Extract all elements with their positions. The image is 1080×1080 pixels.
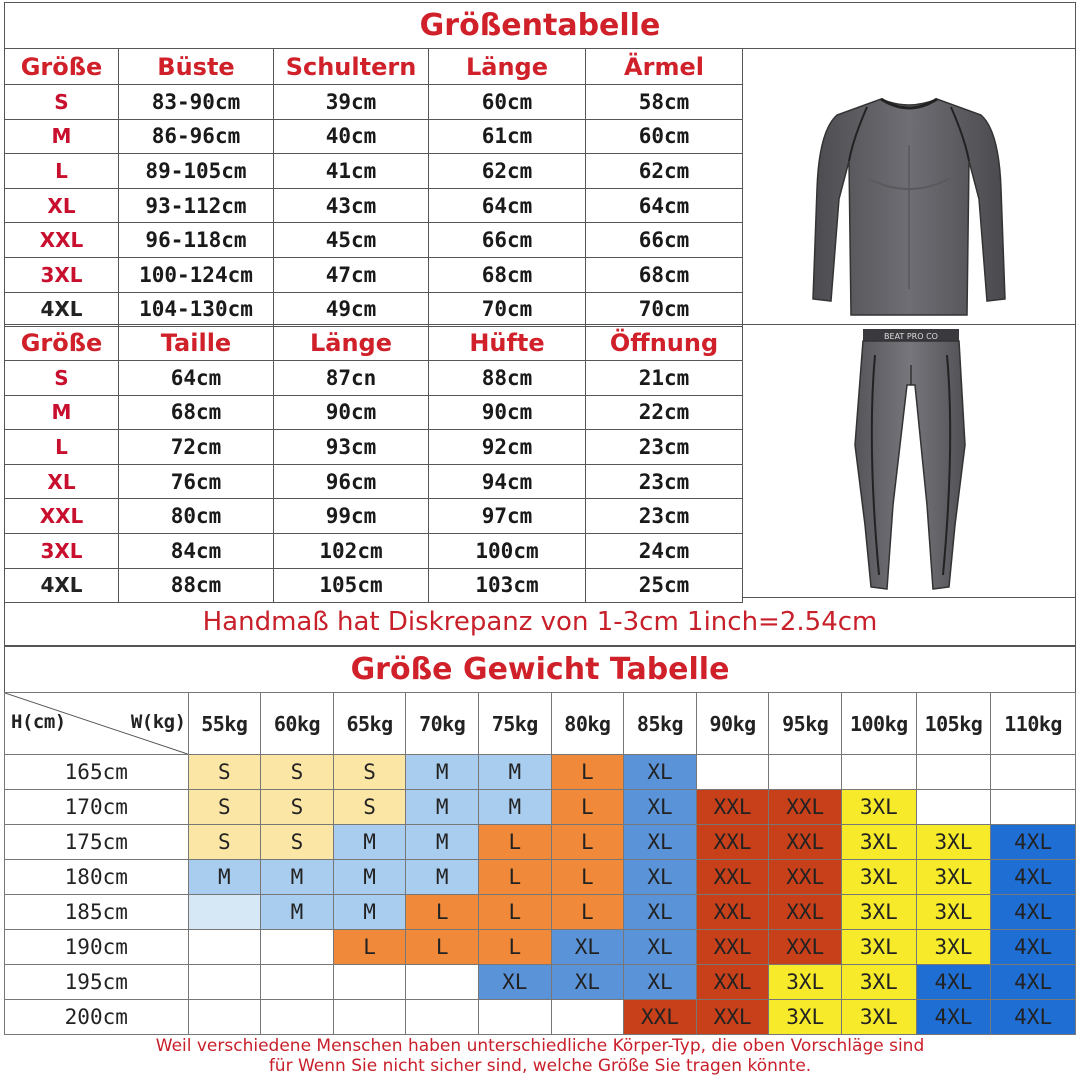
size-recommendation-cell [551, 1000, 624, 1035]
size-label: XL [5, 188, 119, 223]
measurement-cell: 100cm [429, 533, 586, 568]
measurement-note: Handmaß hat Diskrepanz von 1-3cm 1inch=2.54cm [4, 598, 1076, 646]
size-recommendation-cell: 4XL [991, 930, 1076, 965]
size-recommendation-cell: XXL [696, 1000, 769, 1035]
measurement-cell: 86-96cm [119, 119, 274, 154]
weight-header: 70kg [406, 693, 479, 755]
height-label: 165cm [5, 755, 189, 790]
measurement-cell: 64cm [429, 188, 586, 223]
size-recommendation-cell: XL [624, 825, 697, 860]
size-recommendation-cell: XXL [696, 895, 769, 930]
size-recommendation-cell: S [261, 825, 334, 860]
size-recommendation-cell: L [478, 895, 551, 930]
size-recommendation-cell: 3XL [916, 895, 991, 930]
height-label: 175cm [5, 825, 189, 860]
measurement-cell: 84cm [119, 533, 274, 568]
measurement-cell: 88cm [119, 568, 274, 603]
size-recommendation-cell: XXL [769, 895, 842, 930]
size-recommendation-cell: 4XL [916, 965, 991, 1000]
column-header: Hüfte [429, 325, 586, 361]
table-row [5, 119, 743, 154]
size-recommendation-cell [842, 755, 917, 790]
weight-header: 85kg [624, 693, 697, 755]
measurement-cell: 23cm [586, 430, 743, 465]
measurement-cell: 40cm [274, 119, 429, 154]
height-row [5, 825, 1076, 860]
size-label: 3XL [5, 257, 119, 292]
size-recommendation-cell: 3XL [769, 1000, 842, 1035]
header-row [5, 49, 743, 85]
size-label: M [5, 395, 119, 430]
leggings-image-cell [742, 324, 1076, 598]
size-recommendation-cell: L [551, 825, 624, 860]
size-recommendation-cell: S [188, 790, 261, 825]
measurement-cell: 23cm [586, 499, 743, 534]
height-row [5, 790, 1076, 825]
size-recommendation-cell [696, 755, 769, 790]
size-recommendation-cell: 4XL [991, 825, 1076, 860]
measurement-cell: 90cm [429, 395, 586, 430]
height-label: 185cm [5, 895, 189, 930]
size-recommendation-cell: L [406, 930, 479, 965]
weight-header: 105kg [916, 693, 991, 755]
measurement-cell: 61cm [429, 119, 586, 154]
measurement-cell: 70cm [586, 292, 743, 327]
corner-header-cell [5, 693, 189, 755]
size-label: 4XL [5, 292, 119, 327]
size-label: L [5, 154, 119, 189]
column-header: Schultern [274, 49, 429, 85]
height-row [5, 860, 1076, 895]
weight-header: 80kg [551, 693, 624, 755]
size-recommendation-cell: XXL [769, 930, 842, 965]
size-recommendation-cell: M [406, 860, 479, 895]
size-recommendation-cell [916, 790, 991, 825]
size-recommendation-cell: M [333, 860, 406, 895]
table-row [5, 533, 743, 568]
measurement-cell: 96cm [274, 464, 429, 499]
size-recommendation-cell [333, 965, 406, 1000]
weight-header: 60kg [261, 693, 334, 755]
measurement-cell: 93-112cm [119, 188, 274, 223]
measurement-cell: 68cm [119, 395, 274, 430]
size-recommendation-cell: XXL [769, 860, 842, 895]
weight-header: 90kg [696, 693, 769, 755]
measurement-cell: 45cm [274, 223, 429, 258]
table-row [5, 499, 743, 534]
size-recommendation-cell: L [551, 860, 624, 895]
size-recommendation-cell: M [478, 790, 551, 825]
size-recommendation-cell: 3XL [842, 930, 917, 965]
height-label: 190cm [5, 930, 189, 965]
measurement-cell: 89-105cm [119, 154, 274, 189]
size-recommendation-cell: XXL [696, 790, 769, 825]
size-recommendation-cell: 4XL [991, 1000, 1076, 1035]
column-header: Büste [119, 49, 274, 85]
size-recommendation-cell: XXL [696, 825, 769, 860]
weight-header: 95kg [769, 693, 842, 755]
height-row [5, 965, 1076, 1000]
weight-header: 65kg [333, 693, 406, 755]
size-recommendation-cell: 3XL [769, 965, 842, 1000]
weight-header: 75kg [478, 693, 551, 755]
size-label: S [5, 361, 119, 396]
footer-line-2: für Wenn Sie nicht sicher sind, welche Größe Sie tragen könnte. [268, 1056, 812, 1076]
size-recommendation-cell: L [478, 860, 551, 895]
height-label: 180cm [5, 860, 189, 895]
size-recommendation-cell [406, 965, 479, 1000]
size-recommendation-cell: 3XL [842, 825, 917, 860]
measurement-cell: 47cm [274, 257, 429, 292]
weight-header: 55kg [188, 693, 261, 755]
size-recommendation-cell: L [551, 755, 624, 790]
size-recommendation-cell: XXL [696, 860, 769, 895]
size-recommendation-cell: XXL [696, 965, 769, 1000]
table-row [5, 85, 743, 120]
size-recommendation-cell: M [478, 755, 551, 790]
measurement-cell: 23cm [586, 464, 743, 499]
size-recommendation-cell [188, 1000, 261, 1035]
size-recommendation-cell: XXL [769, 790, 842, 825]
size-recommendation-cell: L [478, 825, 551, 860]
measurement-cell: 25cm [586, 568, 743, 603]
weight-header: 110kg [991, 693, 1076, 755]
size-recommendation-cell: XXL [624, 1000, 697, 1035]
size-recommendation-cell [991, 755, 1076, 790]
size-recommendation-cell: XXL [769, 825, 842, 860]
footer-disclaimer [60, 1036, 1020, 1076]
size-recommendation-cell: L [406, 895, 479, 930]
table-row [5, 223, 743, 258]
size-recommendation-cell [261, 930, 334, 965]
measurement-cell: 62cm [586, 154, 743, 189]
column-header: Länge [274, 325, 429, 361]
size-recommendation-cell: S [261, 790, 334, 825]
measurement-cell: 103cm [429, 568, 586, 603]
measurement-cell: 39cm [274, 85, 429, 120]
table-row [5, 464, 743, 499]
measurement-cell: 96-118cm [119, 223, 274, 258]
measurement-cell: 104-130cm [119, 292, 274, 327]
size-recommendation-cell: S [333, 790, 406, 825]
size-recommendation-cell: M [406, 755, 479, 790]
size-recommendation-cell: S [333, 755, 406, 790]
measurement-cell: 58cm [586, 85, 743, 120]
measurement-cell: 76cm [119, 464, 274, 499]
size-recommendation-cell: XXL [696, 930, 769, 965]
size-recommendation-cell: S [188, 825, 261, 860]
measurement-cell: 49cm [274, 292, 429, 327]
size-recommendation-cell: 3XL [916, 930, 991, 965]
size-recommendation-cell [188, 895, 261, 930]
column-header: Größe [5, 49, 119, 85]
measurement-cell: 21cm [586, 361, 743, 396]
size-recommendation-cell: 4XL [916, 1000, 991, 1035]
height-weight-table [4, 692, 1076, 1035]
size-label: XL [5, 464, 119, 499]
size-recommendation-cell: M [406, 790, 479, 825]
size-recommendation-cell: XL [624, 895, 697, 930]
weight-axis-label: W(kg) [130, 711, 186, 733]
table-row [5, 395, 743, 430]
size-recommendation-cell: XL [624, 860, 697, 895]
size-recommendation-cell: M [333, 825, 406, 860]
measurement-cell: 64cm [119, 361, 274, 396]
table-row [5, 361, 743, 396]
column-header: Größe [5, 325, 119, 361]
size-recommendation-cell: M [406, 825, 479, 860]
size-recommendation-cell: 4XL [991, 965, 1076, 1000]
size-recommendation-cell: 3XL [842, 790, 917, 825]
measurement-cell: 93cm [274, 430, 429, 465]
measurement-cell: 62cm [429, 154, 586, 189]
size-recommendation-cell [769, 755, 842, 790]
table-row [5, 430, 743, 465]
height-row [5, 755, 1076, 790]
header-row [5, 325, 743, 361]
bottom-size-table [4, 324, 743, 603]
measurement-cell: 99cm [274, 499, 429, 534]
measurement-cell: 68cm [429, 257, 586, 292]
size-recommendation-cell: L [478, 930, 551, 965]
size-recommendation-cell: XL [624, 755, 697, 790]
table-row [5, 292, 743, 327]
size-recommendation-cell [991, 790, 1076, 825]
size-recommendation-cell: 3XL [842, 965, 917, 1000]
height-row [5, 895, 1076, 930]
measurement-cell: 68cm [586, 257, 743, 292]
measurement-cell: 102cm [274, 533, 429, 568]
size-recommendation-cell [261, 965, 334, 1000]
column-header: Länge [429, 49, 586, 85]
waistband-logo: BEAT PRO CO [884, 332, 938, 341]
top-size-table [4, 48, 743, 327]
size-recommendation-cell: 3XL [916, 860, 991, 895]
size-recommendation-cell: L [551, 895, 624, 930]
measurement-cell: 100-124cm [119, 257, 274, 292]
size-recommendation-cell [916, 755, 991, 790]
measurement-cell: 70cm [429, 292, 586, 327]
measurement-cell: 87cn [274, 361, 429, 396]
column-header: Taille [119, 325, 274, 361]
size-recommendation-cell: 3XL [842, 895, 917, 930]
measurement-cell: 66cm [586, 223, 743, 258]
measurement-cell: 60cm [429, 85, 586, 120]
size-recommendation-cell: M [261, 860, 334, 895]
weight-header: 100kg [842, 693, 917, 755]
size-recommendation-cell: M [188, 860, 261, 895]
size-recommendation-cell: M [333, 895, 406, 930]
size-recommendation-cell: XL [478, 965, 551, 1000]
size-label: L [5, 430, 119, 465]
long-sleeve-shirt-image [743, 49, 1075, 325]
measurement-cell: 41cm [274, 154, 429, 189]
size-recommendation-cell: XL [624, 930, 697, 965]
column-header: Ärmel [586, 49, 743, 85]
shirt-image-cell [742, 48, 1076, 324]
size-recommendation-cell [406, 1000, 479, 1035]
size-recommendation-cell: S [188, 755, 261, 790]
measurement-cell: 92cm [429, 430, 586, 465]
measurement-cell: 90cm [274, 395, 429, 430]
height-label: 170cm [5, 790, 189, 825]
footer-line-1: Weil verschiedene Menschen haben unterschiedliche Körper-Typ, die oben Vorschläge sind [155, 1036, 925, 1056]
measurement-cell: 88cm [429, 361, 586, 396]
size-recommendation-cell: 3XL [916, 825, 991, 860]
size-label: XXL [5, 499, 119, 534]
measurement-cell: 43cm [274, 188, 429, 223]
size-recommendation-cell: M [261, 895, 334, 930]
size-label: M [5, 119, 119, 154]
size-recommendation-cell: XL [551, 930, 624, 965]
size-recommendation-cell [478, 1000, 551, 1035]
measurement-cell: 83-90cm [119, 85, 274, 120]
measurement-cell: 105cm [274, 568, 429, 603]
table-row [5, 257, 743, 292]
size-recommendation-cell: L [551, 790, 624, 825]
measurement-cell: 24cm [586, 533, 743, 568]
height-row [5, 930, 1076, 965]
height-label: 200cm [5, 1000, 189, 1035]
size-recommendation-cell: XL [624, 790, 697, 825]
height-label: 195cm [5, 965, 189, 1000]
height-axis-label: H(cm) [11, 711, 66, 733]
size-recommendation-cell: 4XL [991, 895, 1076, 930]
compression-leggings-image [743, 325, 1075, 599]
measurement-cell: 97cm [429, 499, 586, 534]
size-label: S [5, 85, 119, 120]
measurement-cell: 60cm [586, 119, 743, 154]
height-row [5, 1000, 1076, 1035]
size-recommendation-cell: XL [551, 965, 624, 1000]
measurement-cell: 94cm [429, 464, 586, 499]
size-recommendation-cell: 3XL [842, 860, 917, 895]
size-recommendation-cell: S [261, 755, 334, 790]
measurement-cell: 64cm [586, 188, 743, 223]
measurement-cell: 72cm [119, 430, 274, 465]
size-chart-title: Größentabelle [4, 2, 1076, 48]
column-header: Öffnung [586, 325, 743, 361]
size-recommendation-cell: XL [624, 965, 697, 1000]
size-recommendation-cell: 4XL [991, 860, 1076, 895]
size-recommendation-cell [333, 1000, 406, 1035]
size-label: 3XL [5, 533, 119, 568]
measurement-cell: 66cm [429, 223, 586, 258]
size-label: XXL [5, 223, 119, 258]
measurement-cell: 80cm [119, 499, 274, 534]
weight-table-title: Größe Gewicht Tabelle [4, 646, 1076, 692]
table-row [5, 188, 743, 223]
size-recommendation-cell: L [333, 930, 406, 965]
size-recommendation-cell [261, 1000, 334, 1035]
table-row [5, 154, 743, 189]
size-recommendation-cell [188, 965, 261, 1000]
size-recommendation-cell [188, 930, 261, 965]
measurement-cell: 22cm [586, 395, 743, 430]
size-recommendation-cell: 3XL [842, 1000, 917, 1035]
size-label: 4XL [5, 568, 119, 603]
